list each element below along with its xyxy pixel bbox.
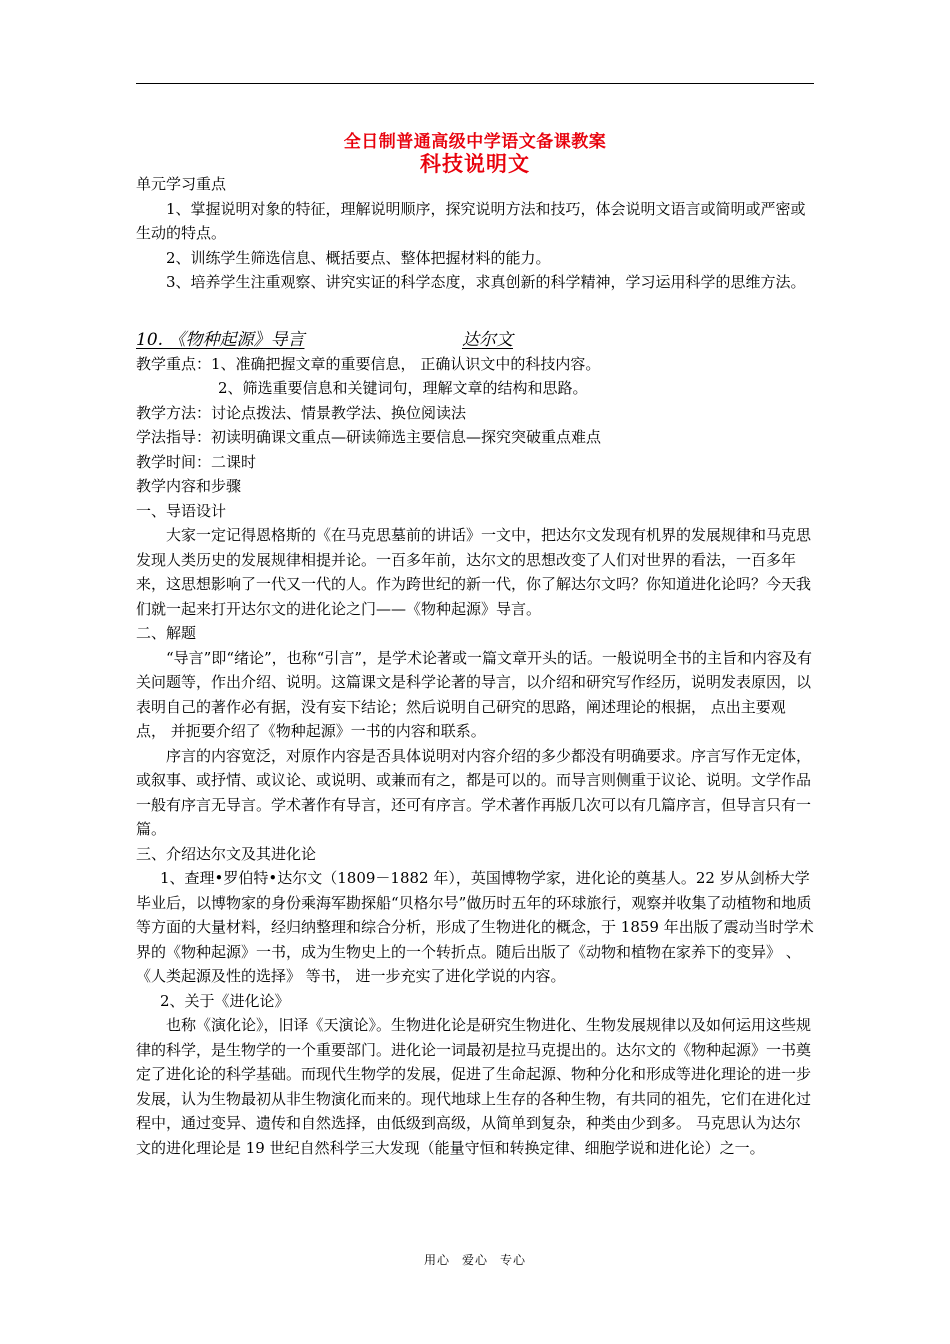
section-3-paragraph-1: 1、查理•罗伯特•达尔文（1809－1882 年），英国博物学家，进化论的奠基人。22 岁从剑桥大学毕业后，以博物家的身份乘海军勘探船“贝格尔号”做历时五年的环球旅行，观察并收集了动植物和地质等方面的大量材料，经归纳整理和综合分析，形成了生物进化的概念，于 1859 年出版了震动当时学术界的《物种起源》一书，成为生物史上的一个转折点。随后出版了《动物和植物在家养下的变异》 、《人类起源及性的选择》 等书， 进一步充实了进化学说的内容。 <box>136 869 814 985</box>
teaching-focus-1: 教学重点：1、准确把握文章的重要信息， 正确认识文中的科技内容。 <box>136 354 601 373</box>
section-3-heading: 三、介绍达尔文及其进化论 <box>136 844 317 863</box>
doc-title: 全日制普通高级中学语文备课教案 <box>343 132 607 152</box>
unit-heading: 单元学习重点 <box>136 175 227 193</box>
study-guidance: 学法指导：初读明确课文重点—研读筛选主要信息—探究突破重点难点 <box>136 428 602 446</box>
teaching-focus-2: 2、筛选重要信息和关键词句，理解文章的结构和思路。 <box>218 379 588 397</box>
unit-point-3: 3、培养学生注重观察、讲究实证的科学态度，求真创新的科学精神，学习运用科学的思维方法。 <box>166 273 806 291</box>
section-2-paragraph-2: 序言的内容宽泛，对原作内容是否具体说明对内容介绍的多少都没有明确要求。序言写作无定体，或叙事、或抒情、或议论、或说明、或兼而有之，都是可以的。而导言则侧重于议论、说明。文学作品一般有序言无导言。学术著作有导言，还可有序言。学术著作再版几次可以有几篇序言，但导言只有一篇。 <box>136 746 812 838</box>
footer-word-1: 用心 <box>423 1253 450 1267</box>
unit-point-1: 1、掌握说明对象的特征，理解说明顺序，探究说明方法和技巧，体会说明文语言或简明或严密或生动的特点。 <box>136 199 806 242</box>
header-rule <box>136 83 814 84</box>
section-1-heading: 一、导语设计 <box>136 501 227 520</box>
section-2-paragraph-1: “导言”即“绪论”，也称“引言”，是学术论著或一篇文章开头的话。一般说明全书的主旨和内容及有关问题等，作出介绍、说明。这篇课文是科学论著的导言，以介绍和研究写作经历，说明发表原因，以表明自己的著作必有据，没有妄下结论；然后说明自己研究的思路，阐述理论的根据， 点出主要观点， 并扼要介绍了《物种起源》一书的内容和联系。 <box>136 648 813 740</box>
teaching-method: 教学方法：讨论点拨法、情景教学法、换位阅读法 <box>136 403 467 422</box>
section-1-paragraph: 大家一定记得恩格斯的《在马克思墓前的讲话》一文中，把达尔文发现有机界的发展规律和马克思发现人类历史的发展规律相提并论。一百多年前，达尔文的思想改变了人们对世界的看法，一百多年来，这思想影响了一代又一代的人。作为跨世纪的新一代，你了解达尔文吗？你知道进化论吗？今天我们就一起来打开达尔文的进化论之门——《物种起源》导言。 <box>136 526 812 618</box>
footer-word-3: 专心 <box>500 1253 527 1267</box>
footer-word-2: 爱心 <box>461 1253 488 1267</box>
unit-point-2: 2、训练学生筛选信息、概括要点、整体把握材料的能力。 <box>166 248 551 267</box>
section-3-paragraph-2: 也称《演化论》，旧译《天演论》。生物进化论是研究生物进化、生物发展规律以及如何运用这些规律的科学，是生物学的一个重要部门。进化论一词最初是拉马克提出的。达尔文的《物种起源》一书奠定了进化论的科学基础。而现代生物学的发展，促进了生命起源、物种分化和形成等进化理论的进一步发展，认为生物最初从非生物演化而来的。现代地球上生存的各种生物，有共同的祖先，它们在进化过程中，通过变异、遗传和自然选择，由低级到高级，从简单到复杂，种类由少到多。 马克思认为达尔文的进化理论是 19 世纪自然科学三大发现（能量守恒和转换定律、细胞学说和进化论）之一。 <box>136 1016 812 1157</box>
doc-subtitle: 科技说明文 <box>420 151 530 176</box>
lesson-title: 10. 《物种起源》导言 <box>136 329 305 350</box>
section-3-subheading: 2、关于《进化论》 <box>160 991 290 1010</box>
page-footer <box>0 1251 950 1268</box>
lesson-author: 达尔文 <box>462 329 513 350</box>
content-heading: 教学内容和步骤 <box>136 477 242 495</box>
teaching-time: 教学时间：二课时 <box>136 452 257 471</box>
doc-body <box>136 172 814 1160</box>
lesson-heading <box>136 328 814 352</box>
section-2-heading: 二、解题 <box>136 624 197 642</box>
